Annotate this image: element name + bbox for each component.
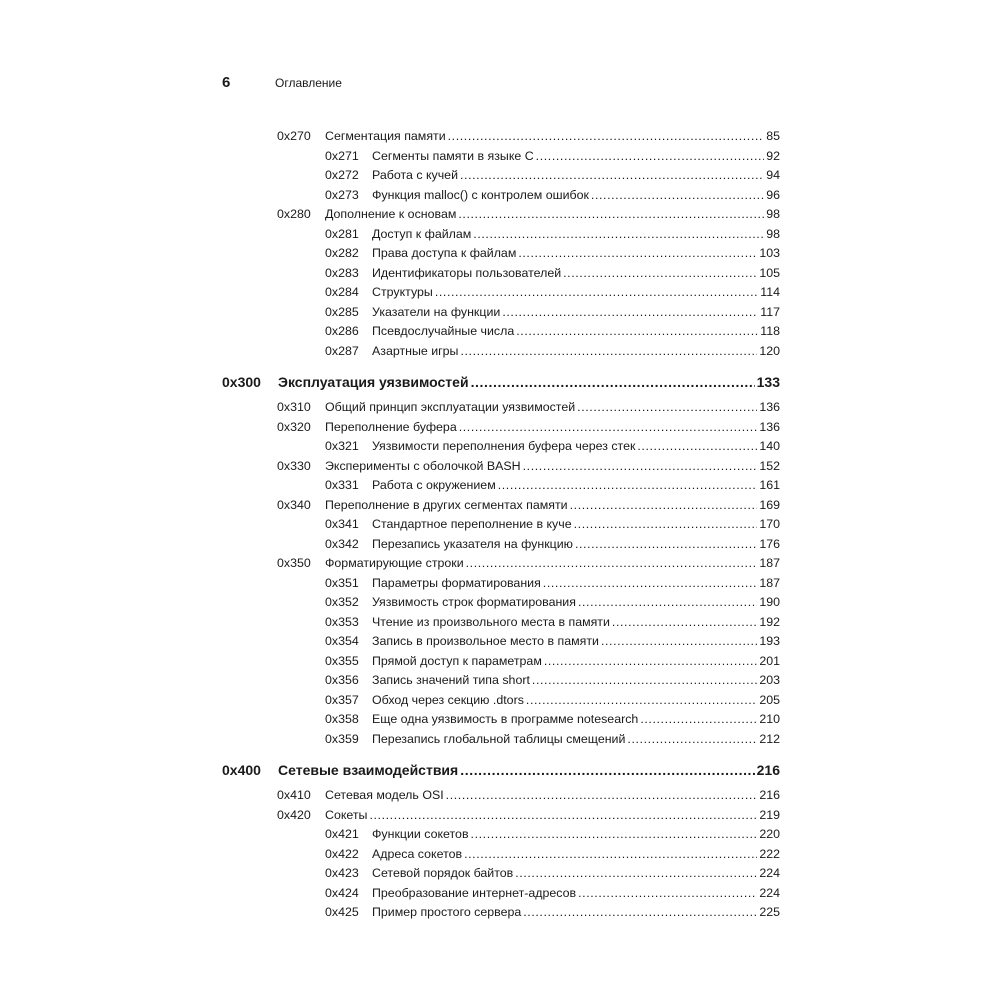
toc-title: Уязвимости переполнения буфера через стек bbox=[372, 439, 636, 453]
toc-leader-dots bbox=[577, 398, 757, 418]
toc-page-number: 224 bbox=[759, 866, 780, 880]
toc-leader-dots bbox=[544, 652, 757, 672]
toc-title: Сетевые взаимодействия bbox=[278, 762, 459, 778]
toc-title: Азартные игры bbox=[372, 343, 459, 358]
toc-title: Эксплуатация уязвимостей bbox=[278, 374, 469, 390]
toc-page-number: 193 bbox=[759, 634, 780, 648]
toc-entry bbox=[222, 283, 780, 303]
toc-leader-dots bbox=[515, 864, 757, 884]
toc-code: 0x359 bbox=[325, 731, 359, 746]
toc-entry bbox=[222, 671, 780, 691]
toc-title: Переполнение буфера bbox=[325, 419, 457, 434]
toc-page-number: 120 bbox=[759, 343, 780, 358]
toc-code: 0x356 bbox=[325, 673, 359, 687]
toc-code: 0x353 bbox=[325, 614, 359, 629]
toc-code: 0x321 bbox=[325, 439, 359, 453]
toc-entry bbox=[222, 806, 780, 826]
toc-page-number: 114 bbox=[760, 285, 780, 299]
toc-page-number: 187 bbox=[759, 575, 780, 590]
toc-page-number: 212 bbox=[759, 731, 780, 746]
toc-page-number: 136 bbox=[759, 400, 780, 414]
toc-entry bbox=[222, 730, 780, 750]
toc-page-number: 103 bbox=[759, 246, 780, 260]
toc-title: Уязвимость строк форматирования bbox=[372, 595, 576, 609]
toc-page-number: 117 bbox=[760, 304, 780, 319]
toc-title: Структуры bbox=[372, 285, 433, 299]
toc-title: Параметры форматирования bbox=[372, 575, 541, 590]
table-of-contents bbox=[222, 127, 780, 923]
toc-title: Форматирующие строки bbox=[325, 556, 464, 570]
toc-page-number: 105 bbox=[759, 265, 780, 280]
toc-code: 0x281 bbox=[325, 226, 359, 241]
toc-leader-dots bbox=[523, 457, 758, 477]
toc-page-number: 220 bbox=[759, 827, 780, 841]
toc-entry bbox=[222, 710, 780, 730]
toc-entry bbox=[222, 554, 780, 574]
toc-entry bbox=[222, 322, 780, 342]
toc-code: 0x400 bbox=[222, 762, 261, 778]
toc-code: 0x423 bbox=[325, 866, 359, 880]
toc-code: 0x270 bbox=[277, 129, 311, 143]
toc-code: 0x422 bbox=[325, 846, 359, 861]
toc-page-number: 92 bbox=[766, 148, 780, 163]
toc-page-number: 118 bbox=[760, 324, 780, 338]
toc-code: 0x273 bbox=[325, 187, 359, 202]
toc-title: Идентификаторы пользователей bbox=[372, 265, 562, 280]
toc-leader-dots bbox=[563, 264, 757, 284]
toc-leader-dots bbox=[640, 710, 757, 730]
toc-leader-dots bbox=[369, 806, 757, 826]
toc-title: Стандартное переполнение в куче bbox=[372, 517, 572, 531]
toc-page-number: 176 bbox=[759, 536, 780, 551]
toc-code: 0x330 bbox=[277, 458, 311, 473]
toc-title: Чтение из произвольного места в памяти bbox=[372, 614, 610, 629]
toc-page-number: 85 bbox=[766, 129, 780, 143]
toc-title: Сетевая модель OSI bbox=[325, 788, 444, 802]
toc-title: Эксперименты с оболочкой BASH bbox=[325, 458, 521, 473]
toc-title: Указатели на функции bbox=[372, 304, 501, 319]
toc-page-number: 98 bbox=[766, 207, 780, 221]
toc-title: Сокеты bbox=[325, 807, 368, 822]
toc-title: Дополнение к основам bbox=[325, 207, 457, 221]
toc-leader-dots bbox=[464, 845, 757, 865]
toc-page-number: 98 bbox=[766, 226, 780, 241]
toc-leader-dots bbox=[448, 127, 765, 147]
toc-title: Доступ к файлам bbox=[372, 226, 472, 241]
toc-entry bbox=[222, 303, 780, 323]
toc-leader-dots bbox=[536, 147, 765, 167]
toc-title: Псевдослучайные числа bbox=[372, 324, 515, 338]
toc-leader-dots bbox=[459, 418, 758, 438]
toc-code: 0x284 bbox=[325, 285, 359, 299]
toc-entry bbox=[222, 476, 780, 496]
toc-code: 0x358 bbox=[325, 712, 359, 726]
toc-page-number: 210 bbox=[759, 712, 780, 726]
toc-code: 0x271 bbox=[325, 148, 359, 163]
toc-entry bbox=[222, 205, 780, 225]
toc-page-number: 216 bbox=[756, 762, 780, 778]
toc-entry bbox=[222, 515, 780, 535]
toc-entry bbox=[222, 845, 780, 865]
toc-title: Функции сокетов bbox=[372, 827, 469, 841]
toc-page-number: 225 bbox=[759, 905, 780, 919]
toc-code: 0x283 bbox=[325, 265, 359, 280]
toc-title: Функция malloc() с контролем ошибок bbox=[372, 187, 589, 202]
toc-code: 0x285 bbox=[325, 304, 359, 319]
toc-leader-dots bbox=[471, 825, 758, 845]
toc-page-number: 169 bbox=[759, 497, 780, 512]
toc-code: 0x424 bbox=[325, 885, 359, 900]
toc-page-number: 152 bbox=[759, 458, 780, 473]
toc-entry bbox=[222, 457, 780, 477]
toc-title: Работа с окружением bbox=[372, 478, 496, 492]
toc-entry bbox=[222, 786, 780, 806]
toc-page-number: 96 bbox=[766, 187, 780, 202]
toc-entry bbox=[222, 127, 780, 147]
toc-code: 0x425 bbox=[325, 905, 359, 919]
toc-code: 0x287 bbox=[325, 343, 359, 358]
toc-leader-dots bbox=[460, 342, 757, 362]
toc-code: 0x354 bbox=[325, 634, 359, 648]
toc-code: 0x342 bbox=[325, 536, 359, 551]
toc-code: 0x357 bbox=[325, 692, 359, 707]
toc-code: 0x286 bbox=[325, 324, 359, 338]
toc-title: Запись в произвольное место в памяти bbox=[372, 634, 599, 648]
toc-title: Общий принцип эксплуатации уязвимостей bbox=[325, 400, 576, 414]
toc-leader-dots bbox=[637, 437, 757, 457]
toc-code: 0x352 bbox=[325, 595, 359, 609]
toc-entry bbox=[222, 884, 780, 904]
toc-title: Сегментация памяти bbox=[325, 129, 446, 143]
toc-code: 0x355 bbox=[325, 653, 359, 668]
toc-page-number: 205 bbox=[759, 692, 780, 707]
toc-leader-dots bbox=[466, 554, 758, 574]
toc-code: 0x300 bbox=[222, 374, 261, 390]
toc-leader-dots bbox=[612, 613, 757, 633]
toc-title: Адреса сокетов bbox=[372, 846, 463, 861]
toc-leader-dots bbox=[575, 535, 757, 555]
toc-leader-dots bbox=[518, 244, 757, 264]
toc-page-number: 203 bbox=[759, 673, 780, 687]
running-title: Оглавление bbox=[275, 76, 342, 90]
toc-title: Перезапись глобальной таблицы смещений bbox=[372, 731, 626, 746]
toc-entry bbox=[222, 496, 780, 516]
toc-entry bbox=[222, 864, 780, 884]
toc-page-number: 140 bbox=[759, 439, 780, 453]
toc-entry bbox=[222, 225, 780, 245]
toc-entry bbox=[222, 535, 780, 555]
toc-entry bbox=[222, 593, 780, 613]
toc-entry bbox=[222, 398, 780, 418]
toc-entry bbox=[222, 244, 780, 264]
toc-leader-dots bbox=[502, 303, 758, 323]
toc-code: 0x310 bbox=[277, 400, 311, 414]
toc-page-number: 190 bbox=[759, 595, 780, 609]
toc-entry bbox=[222, 632, 780, 652]
toc-entry bbox=[222, 147, 780, 167]
toc-title: Запись значений типа short bbox=[372, 673, 530, 687]
toc-page-number: 136 bbox=[759, 419, 780, 434]
toc-page-number: 187 bbox=[759, 556, 780, 570]
toc-title: Перезапись указателя на функцию bbox=[372, 536, 573, 551]
toc-page-number: 133 bbox=[756, 374, 780, 390]
page-header bbox=[222, 74, 342, 91]
toc-title: Преобразование интернет-адресов bbox=[372, 885, 577, 900]
toc-leader-dots bbox=[570, 496, 758, 516]
toc-leader-dots bbox=[526, 691, 757, 711]
toc-title: Еще одна уязвимость в программе notesearch bbox=[372, 712, 639, 726]
toc-entry bbox=[222, 437, 780, 457]
toc-chapter bbox=[222, 760, 780, 780]
toc-title: Права доступа к файлам bbox=[372, 246, 517, 260]
toc-entry bbox=[222, 418, 780, 438]
toc-leader-dots bbox=[446, 786, 758, 806]
toc-title: Пример простого сервера bbox=[372, 905, 522, 919]
toc-page-number: 216 bbox=[759, 788, 780, 802]
toc-entry bbox=[222, 264, 780, 284]
page-number: 6 bbox=[222, 74, 231, 91]
toc-leader-dots bbox=[458, 205, 764, 225]
toc-entry bbox=[222, 652, 780, 672]
toc-entry bbox=[222, 613, 780, 633]
toc-entry bbox=[222, 186, 780, 206]
toc-title: Работа с кучей bbox=[372, 168, 458, 182]
toc-page-number: 224 bbox=[759, 885, 780, 900]
toc-code: 0x340 bbox=[277, 497, 311, 512]
toc-code: 0x320 bbox=[277, 419, 311, 434]
toc-entry bbox=[222, 574, 780, 594]
toc-leader-dots bbox=[532, 671, 757, 691]
toc-title: Сетевой порядок байтов bbox=[372, 866, 514, 880]
toc-entry bbox=[222, 166, 780, 186]
toc-leader-dots bbox=[471, 372, 755, 392]
toc-code: 0x282 bbox=[325, 246, 359, 260]
toc-code: 0x350 bbox=[277, 556, 311, 570]
toc-page-number: 94 bbox=[766, 168, 780, 182]
toc-entry bbox=[222, 342, 780, 362]
toc-chapter bbox=[222, 372, 780, 392]
toc-leader-dots bbox=[460, 166, 764, 186]
toc-code: 0x331 bbox=[325, 478, 359, 492]
toc-code: 0x421 bbox=[325, 827, 359, 841]
toc-leader-dots bbox=[543, 574, 758, 594]
toc-leader-dots bbox=[516, 322, 758, 342]
toc-entry bbox=[222, 903, 780, 923]
toc-leader-dots bbox=[435, 283, 758, 303]
toc-title: Обход через секцию .dtors bbox=[372, 692, 524, 707]
toc-page-number: 170 bbox=[759, 517, 780, 531]
toc-entry bbox=[222, 825, 780, 845]
toc-page-number: 219 bbox=[759, 807, 780, 822]
toc-code: 0x272 bbox=[325, 168, 359, 182]
toc-code: 0x280 bbox=[277, 207, 311, 221]
toc-code: 0x351 bbox=[325, 575, 359, 590]
toc-title: Сегменты памяти в языке C bbox=[372, 148, 534, 163]
toc-page-number: 222 bbox=[759, 846, 780, 861]
toc-leader-dots bbox=[591, 186, 764, 206]
toc-leader-dots bbox=[574, 515, 758, 535]
toc-leader-dots bbox=[473, 225, 764, 245]
toc-leader-dots bbox=[627, 730, 757, 750]
toc-page-number: 161 bbox=[759, 478, 780, 492]
toc-page-number: 192 bbox=[759, 614, 780, 629]
toc-leader-dots bbox=[460, 760, 754, 780]
toc-code: 0x341 bbox=[325, 517, 359, 531]
toc-code: 0x410 bbox=[277, 788, 311, 802]
toc-leader-dots bbox=[523, 903, 757, 923]
toc-title: Прямой доступ к параметрам bbox=[372, 653, 542, 668]
toc-title: Переполнение в других сегментах памяти bbox=[325, 497, 568, 512]
toc-leader-dots bbox=[601, 632, 757, 652]
toc-leader-dots bbox=[578, 884, 757, 904]
toc-leader-dots bbox=[578, 593, 757, 613]
toc-leader-dots bbox=[498, 476, 758, 496]
toc-entry bbox=[222, 691, 780, 711]
toc-page-number: 201 bbox=[759, 653, 780, 668]
toc-code: 0x420 bbox=[277, 807, 311, 822]
